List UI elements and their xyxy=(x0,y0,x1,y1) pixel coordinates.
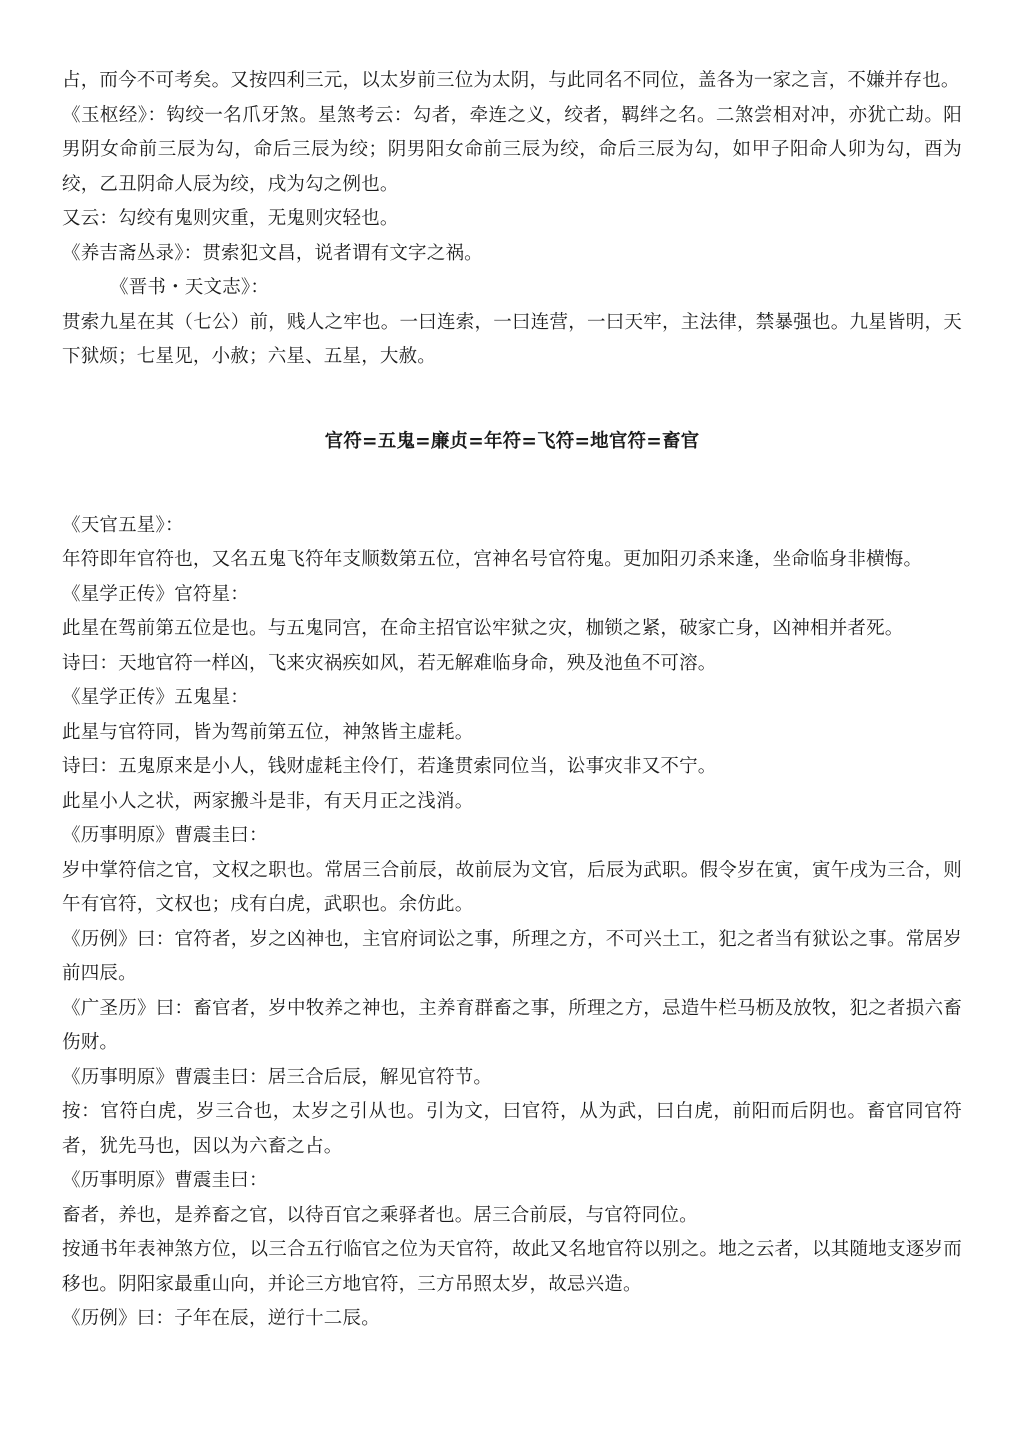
section-heading: 官符=五鬼=廉贞=年符=飞符=地官符=畜官 xyxy=(324,430,700,452)
paragraph: 《玉枢经》：钩绞一名爪牙煞。星煞考云：勾者，牵连之义，绞者，羁绊之名。二煞尝相对冲，亦犹亡劫。阳男阴女命前三辰为勾，命后三辰为绞；阴男阳女命前三辰为绞，命后三辰为勾，如甲子阳命人卯为勾，酉为绞，乙丑阴命人辰为绞，戌为勾之例也。 xyxy=(62,104,962,195)
paragraph: 年符即年官符也，又名五鬼飞符年支顺数第五位，宫神名号官符鬼。更加阳刃杀来逢，坐命临身非横悔。 xyxy=(62,549,923,570)
citation-heading: 《晋书・天文志》： xyxy=(110,277,270,298)
paragraph: 又云：勾绞有鬼则灾重，无鬼则灾轻也。 xyxy=(62,208,399,229)
paragraph: 《广圣历》曰：畜官者，岁中牧养之神也，主养育群畜之事，所理之方，忌造牛栏马枥及放牧，犯之者损六畜伤财。 xyxy=(62,997,962,1053)
paragraph: 贯索九星在其（七公）前，贱人之牢也。一曰连索，一曰连营，一曰天牢，主法律，禁暴强也。九星皆明，天下狱烦；七星见，小赦；六星、五星，大赦。 xyxy=(62,311,962,367)
paragraph: 《历例》曰：官符者，岁之凶神也，主官府词讼之事，所理之方，不可兴土工，犯之者当有狱讼之事。常居岁前四辰。 xyxy=(62,928,962,984)
paragraph: 《历事明原》曹震圭曰： xyxy=(62,825,268,846)
paragraph: 岁中掌符信之官，文权之职也。常居三合前辰，故前辰为文官，后辰为武职。假令岁在寅，寅午戌为三合，则午有官符，文权也；戌有白虎，武职也。余仿此。 xyxy=(62,859,962,915)
paragraph: 按通书年表神煞方位，以三合五行临官之位为天官符，故此又名地官符以别之。地之云者，以其随地支逐岁而移也。阴阳家最重山向，并论三方地官符，三方吊照太岁，故忌兴造。 xyxy=(62,1239,962,1295)
paragraph: 《星学正传》官符星： xyxy=(62,583,250,605)
document-page xyxy=(62,64,962,1337)
paragraph: 此星与官符同，皆为驾前第五位，神煞皆主虚耗。 xyxy=(62,721,474,743)
paragraph: 《历事明原》曹震圭曰：居三合后辰，解见官符节。 xyxy=(62,1066,493,1088)
paragraph: 《星学正传》五鬼星： xyxy=(62,687,250,708)
paragraph: 畜者，养也，是养畜之官，以待百官之乘驿者也。居三合前辰，与官符同位。 xyxy=(62,1204,698,1226)
paragraph: 占，而今不可考矣。又按四利三元，以太岁前三位为太阴，与此同名不同位，盖各为一家之言，不嫌并存也。 xyxy=(62,70,960,91)
paragraph: 此星小人之状，两家搬斗是非，有天月正之浅消。 xyxy=(62,790,474,812)
paragraph: 《历事明原》曹震圭曰： xyxy=(62,1170,268,1191)
paragraph: 诗曰：五鬼原来是小人，钱财虚耗主伶仃，若逢贯索同位当，讼事灾非又不宁。 xyxy=(62,756,717,777)
paragraph: 《天官五星》： xyxy=(62,514,184,536)
paragraph: 《养吉斋丛录》：贯索犯文昌，说者谓有文字之祸。 xyxy=(62,242,483,264)
paragraph: 《历例》曰：子年在辰，逆行十二辰。 xyxy=(62,1308,380,1329)
paragraph: 按：官符白虎，岁三合也，太岁之引从也。引为文，曰官符，从为武，曰白虎，前阳而后阴也。畜官同官符者，犹先马也，因以为六畜之占。 xyxy=(62,1101,962,1157)
paragraph: 此星在驾前第五位是也。与五鬼同宫，在命主招官讼牢狱之灾，枷锁之紧，破家亡身，凶神相并者死。 xyxy=(62,618,904,639)
paragraph: 诗曰：天地官符一样凶，飞来灾祸疾如风，若无解难临身命，殃及池鱼不可溶。 xyxy=(62,652,717,674)
